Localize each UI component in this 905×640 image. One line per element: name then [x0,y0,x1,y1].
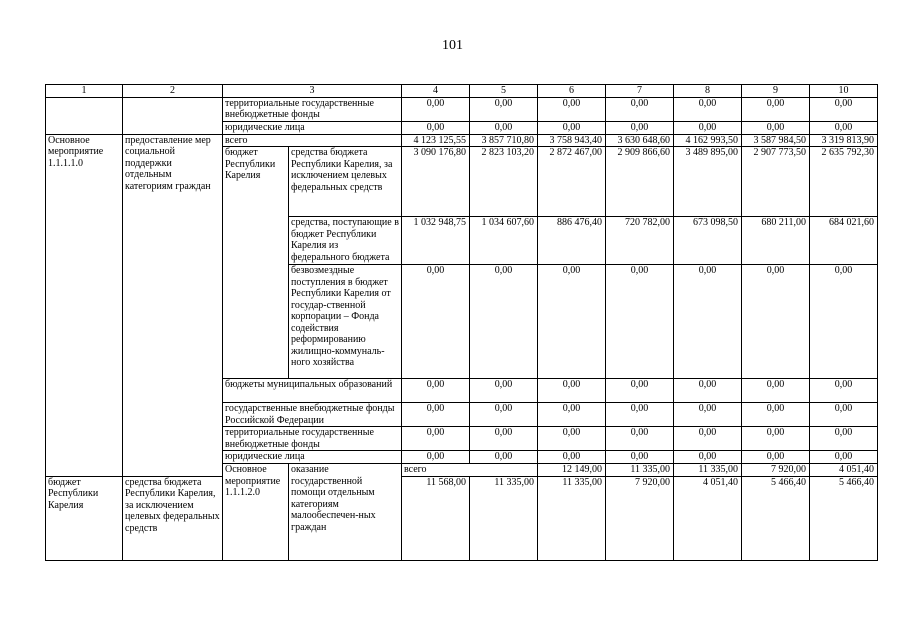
header-cell: 4 [402,85,470,98]
value-cell: 0,00 [538,379,606,403]
empty-cell [123,536,223,560]
value-cell: 12 149,00 [538,464,606,477]
value-cell: 11 335,00 [470,476,538,536]
empty-cell [402,536,470,560]
value-cell: 3 587 984,50 [742,134,810,147]
value-cell: 0,00 [402,403,470,427]
header-cell: 8 [674,85,742,98]
value-cell: 7 920,00 [606,476,674,536]
empty-cell [538,536,606,560]
value-cell: 0,00 [810,121,878,134]
value-cell: 0,00 [810,265,878,379]
value-cell: 673 098,50 [674,217,742,265]
empty-cell [46,97,123,134]
row-label: средства бюджета Республики Карелия, за исключением целевых федеральных средств [289,147,402,217]
value-cell: 0,00 [470,265,538,379]
value-cell: 0,00 [606,265,674,379]
measure-title: оказание государственной помощи отдельным категориям малообеспечен-ных граждан [289,464,402,561]
value-cell: 3 758 943,40 [538,134,606,147]
empty-cell [123,97,223,134]
value-cell: 11 335,00 [538,476,606,536]
value-cell: 11 335,00 [674,464,742,477]
row-label: средства бюджета Республики Карелия, за исключением целевых федеральных средств [123,476,223,536]
value-cell: 0,00 [810,427,878,451]
value-cell: 7 920,00 [742,464,810,477]
value-cell: 886 476,40 [538,217,606,265]
value-cell: 0,00 [402,451,470,464]
value-cell: 11 568,00 [402,476,470,536]
budget-table [45,84,878,561]
value-cell: 2 909 866,60 [606,147,674,217]
row-label: юридические лица [223,121,402,134]
row-label: бюджеты муниципальных образований [223,379,402,403]
value-cell: 720 782,00 [606,217,674,265]
value-cell: 4 162 993,50 [674,134,742,147]
row-label: безвозмездные поступления в бюджет Республики Карелия от государ-ственной корпорации – Фонда содействия реформированию жилищно-коммуналь-ного хозяйства [289,265,402,379]
value-cell: 0,00 [742,97,810,121]
empty-cell [46,536,123,560]
row-label: всего [223,134,402,147]
header-cell: 1 [46,85,123,98]
value-cell: 0,00 [402,265,470,379]
value-cell: 3 090 176,80 [402,147,470,217]
value-cell: 0,00 [606,451,674,464]
value-cell: 2 872 467,00 [538,147,606,217]
value-cell: 0,00 [674,379,742,403]
value-cell: 3 489 895,00 [674,147,742,217]
value-cell: 0,00 [538,451,606,464]
value-cell: 0,00 [742,265,810,379]
empty-cell [674,536,742,560]
row-label: территориальные государственные внебюджетные фонды [223,97,402,121]
header-cell: 7 [606,85,674,98]
table-row [46,536,878,560]
header-cell: 5 [470,85,538,98]
value-cell: 0,00 [742,121,810,134]
value-cell: 0,00 [402,97,470,121]
value-cell: 4 051,40 [810,464,878,477]
value-cell: 2 907 773,50 [742,147,810,217]
header-cell: 3 [223,85,402,98]
value-cell: 3 630 648,60 [606,134,674,147]
value-cell: 680 211,00 [742,217,810,265]
table-row [46,476,878,536]
budget-label: бюджет Республики Карелия [46,476,123,536]
value-cell: 5 466,40 [742,476,810,536]
value-cell: 0,00 [470,451,538,464]
value-cell: 1 034 607,60 [470,217,538,265]
value-cell: 11 335,00 [606,464,674,477]
budget-label: бюджет Республики Карелия [223,147,289,379]
value-cell: 0,00 [674,403,742,427]
value-cell: 0,00 [470,379,538,403]
value-cell: 1 032 948,75 [402,217,470,265]
value-cell: 0,00 [402,379,470,403]
value-cell: 0,00 [810,403,878,427]
value-cell: 0,00 [606,427,674,451]
value-cell: 0,00 [538,121,606,134]
header-row [46,85,878,98]
value-cell: 2 635 792,30 [810,147,878,217]
measure-code: Основное мероприятие 1.1.1.2.0 [223,464,289,561]
row-label: всего [402,464,538,477]
table-row [46,134,878,147]
header-cell: 10 [810,85,878,98]
header-cell: 2 [123,85,223,98]
value-cell: 0,00 [742,379,810,403]
value-cell: 0,00 [402,427,470,451]
value-cell: 0,00 [742,427,810,451]
value-cell: 0,00 [742,403,810,427]
value-cell: 3 857 710,80 [470,134,538,147]
empty-cell [606,536,674,560]
value-cell: 0,00 [606,403,674,427]
empty-cell [470,536,538,560]
value-cell: 0,00 [470,97,538,121]
value-cell: 0,00 [810,97,878,121]
value-cell: 0,00 [810,451,878,464]
value-cell: 0,00 [674,121,742,134]
row-label: юридические лица [223,451,402,464]
value-cell: 0,00 [810,379,878,403]
value-cell: 0,00 [674,451,742,464]
row-label: средства, поступающие в бюджет Республики Карелия из федерального бюджета [289,217,402,265]
value-cell: 0,00 [606,379,674,403]
value-cell: 0,00 [538,265,606,379]
value-cell: 684 021,60 [810,217,878,265]
row-label: государственные внебюджетные фонды Российской Федерации [223,403,402,427]
value-cell: 0,00 [470,427,538,451]
value-cell: 4 123 125,55 [402,134,470,147]
row-label: территориальные государственные внебюджетные фонды [223,427,402,451]
value-cell: 0,00 [674,265,742,379]
value-cell: 0,00 [674,427,742,451]
value-cell: 0,00 [674,97,742,121]
value-cell: 5 466,40 [810,476,878,536]
value-cell: 0,00 [402,121,470,134]
measure-title: предоставление мер социальной поддержки отдельным категориям граждан [123,134,223,476]
value-cell: 0,00 [470,403,538,427]
measure-code: Основное мероприятие 1.1.1.1.0 [46,134,123,476]
value-cell: 0,00 [538,403,606,427]
header-cell: 6 [538,85,606,98]
value-cell: 0,00 [606,97,674,121]
value-cell: 0,00 [606,121,674,134]
header-cell: 9 [742,85,810,98]
page-number: 101 [442,38,463,53]
value-cell: 0,00 [538,427,606,451]
value-cell: 3 319 813,90 [810,134,878,147]
value-cell: 0,00 [742,451,810,464]
value-cell: 2 823 103,20 [470,147,538,217]
value-cell: 0,00 [538,97,606,121]
empty-cell [810,536,878,560]
value-cell: 0,00 [470,121,538,134]
value-cell: 4 051,40 [674,476,742,536]
empty-cell [742,536,810,560]
table-row [46,97,878,121]
